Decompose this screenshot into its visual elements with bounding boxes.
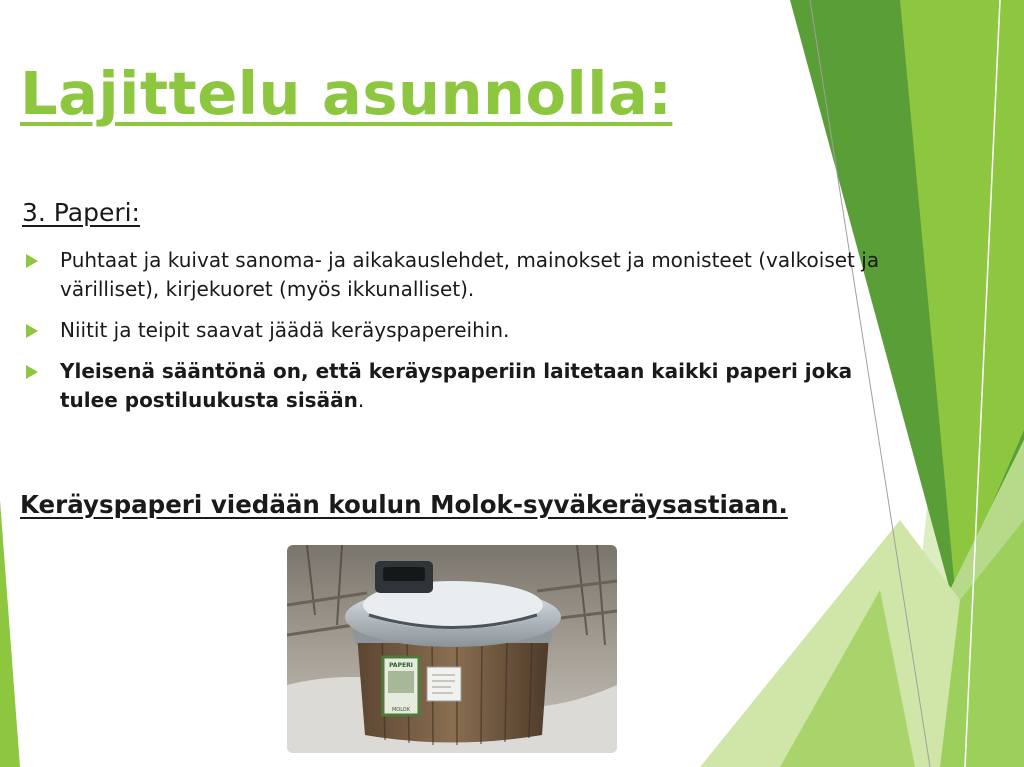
bullet-text-3: Yleisenä sääntönä on, että keräyspaperiin laitetaan kaikki paperi joka tulee postiluukusta sisään [60, 359, 853, 412]
slide-title: Lajittelu asunnolla: [20, 59, 673, 128]
triangle-right-icon [26, 365, 38, 379]
bullet-item-3 [20, 357, 900, 415]
bullet-text-3-tail: . [357, 388, 365, 412]
collection-note: Keräyspaperi viedään koulun Molok-syväkeräysastiaan. [20, 490, 788, 519]
bullet-text-2: Niitit ja teipit saavat jäädä keräyspapereihin. [60, 318, 510, 342]
bin-sign-label: PAPERI [389, 662, 413, 669]
section-heading: 3. Paperi: [22, 198, 140, 227]
bullet-item-1 [20, 246, 900, 304]
bullet-list [20, 246, 900, 427]
molok-bin-photo [287, 545, 617, 753]
bullet-item-2 [20, 316, 900, 345]
bin-sign-brand: MOLOK [391, 707, 411, 713]
bullet-text-1: Puhtaat ja kuivat sanoma- ja aikakauslehdet, mainokset ja monisteet (valkoiset ja värilliset), kirjekuoret (myös ikkunalliset). [60, 248, 880, 301]
triangle-right-icon [26, 324, 38, 338]
triangle-right-icon [26, 254, 38, 268]
left-accent-wedge [0, 500, 20, 767]
